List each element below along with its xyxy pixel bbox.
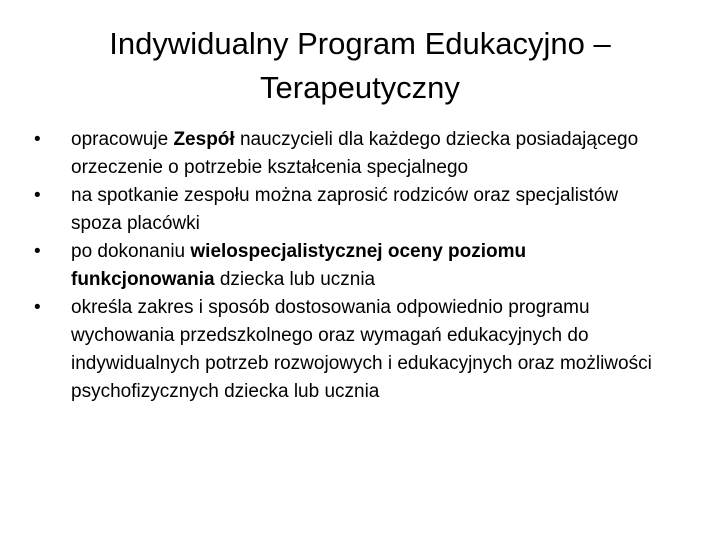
bullet-dot: • bbox=[34, 297, 41, 318]
bullet-dot: • bbox=[34, 241, 41, 262]
bullet-item-1 bbox=[34, 126, 674, 182]
bullet-item-2 bbox=[34, 182, 674, 238]
bullet-3-text-post: dziecka lub ucznia bbox=[214, 269, 376, 290]
bullet-3-text-pre: po dokonaniu bbox=[71, 241, 191, 262]
bullet-item-3 bbox=[34, 238, 674, 294]
slide-title-line-2: Terapeutyczny bbox=[260, 70, 460, 105]
bullet-item-4 bbox=[34, 294, 674, 406]
slide-title-line-1: Indywidualny Program Edukacyjno – bbox=[109, 26, 611, 61]
bullet-4-text: określa zakres i sposób dostosowania odpowiednio programu wychowania przedszkolnego oraz wymagań edukacyjnych do indywidualnych potrzeb rozwojowych i edukacyjnych oraz możliwości psychofizycznych dziecka lub ucznia bbox=[71, 297, 652, 402]
bullet-1-text-post: nauczycieli dla każdego dziecka posiadającego orzeczenie o potrzebie kształcenia specjalnego bbox=[71, 129, 639, 178]
slide-title bbox=[60, 22, 660, 110]
bullet-3-text-bold: wielospecjalistycznej oceny poziomu funkcjonowania bbox=[71, 241, 527, 290]
bullet-dot: • bbox=[34, 185, 41, 206]
bullet-1-text-bold: Zespół bbox=[173, 129, 235, 150]
bullet-2-text: na spotkanie zespołu można zaprosić rodziców oraz specjalistów spoza placówki bbox=[71, 185, 619, 234]
bullet-dot: • bbox=[34, 129, 41, 150]
bullet-1-text-pre: opracowuje bbox=[71, 129, 174, 150]
bullet-list bbox=[34, 126, 674, 406]
